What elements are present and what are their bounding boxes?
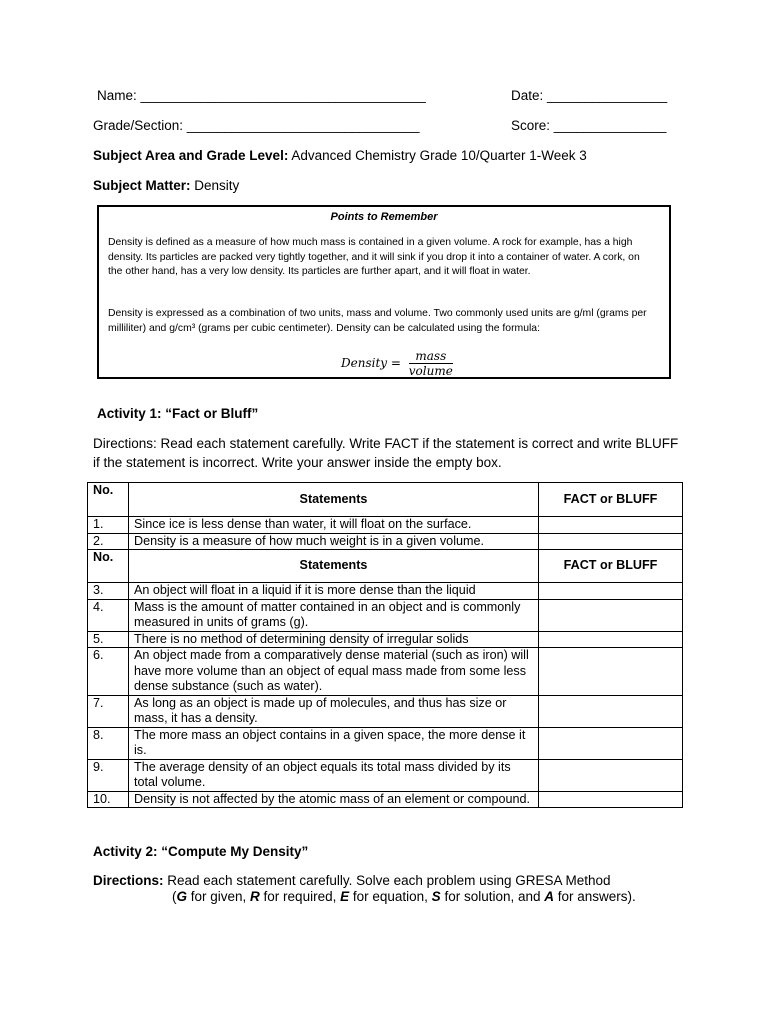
formula-fraction — [409, 349, 453, 378]
fact-or-bluff-table — [87, 482, 683, 808]
row-statement: An object made from a comparatively dense material (such as iron) will have more volume than an object of equal mass made from some less dense substance (such as water). — [129, 648, 539, 696]
formula-numerator: mass — [409, 349, 453, 364]
answer-cell[interactable] — [539, 648, 683, 696]
header-statements: Statements — [129, 483, 539, 517]
row-statement: The average density of an object equals its total mass divided by its total volume. — [129, 759, 539, 791]
row-statement: The more mass an object contains in a given space, the more dense it is. — [129, 727, 539, 759]
name-field[interactable]: Name: ______________________________________ — [97, 88, 426, 103]
answer-cell[interactable] — [539, 533, 683, 550]
answer-cell[interactable] — [539, 599, 683, 631]
points-paragraph-1: Density is defined as a measure of how much mass is contained in a given volume. A rock for example, has a high density. Its particles are packed very tightly together, and it will sink if you drop it into a container of water. A cork, on the other hand, has a very low density. Its particles are further apart, and it will float in water. — [108, 237, 640, 277]
table-row — [88, 791, 683, 808]
gresa-g-text: for given, — [187, 889, 251, 904]
grade-section-field[interactable]: Grade/Section: _______________________________ — [93, 118, 420, 133]
row-number: 5. — [88, 631, 129, 648]
points-to-remember-box — [97, 205, 671, 379]
gresa-a-text: for answers). — [554, 889, 636, 904]
table-row — [88, 631, 683, 648]
gresa-r: R — [250, 889, 260, 904]
gresa-e-text: for equation, — [349, 889, 432, 904]
answer-cell[interactable] — [539, 759, 683, 791]
row-number: 8. — [88, 727, 129, 759]
row-number: 1. — [88, 517, 129, 534]
gresa-open-paren: ( — [172, 889, 177, 904]
table-row — [88, 599, 683, 631]
table-header-row — [88, 483, 683, 517]
table-row — [88, 583, 683, 600]
activity2-directions-label: Directions: — [93, 873, 164, 888]
table-row — [88, 759, 683, 791]
points-paragraph-2: Density is expressed as a combination of two units, mass and volume. Two commonly used units are g/ml (grams per milliliter) and g/cm³ (grams per cubic centimeter). Density can be calculated using the formula: — [108, 308, 647, 334]
formula-equals: = — [390, 356, 401, 370]
gresa-e: E — [340, 889, 350, 904]
table-header-row — [88, 550, 683, 583]
subject-area — [93, 148, 587, 163]
row-number: 9. — [88, 759, 129, 791]
subject-matter-label: Subject Matter: — [93, 178, 191, 193]
gresa-legend — [172, 889, 636, 904]
row-number: 7. — [88, 695, 129, 727]
header-fact-or-bluff: FACT or BLUFF — [539, 483, 683, 517]
row-number: 2. — [88, 533, 129, 550]
gresa-r-text: for required, — [259, 889, 341, 904]
table-row — [88, 517, 683, 534]
answer-cell[interactable] — [539, 695, 683, 727]
row-number: 10. — [88, 791, 129, 808]
header-no: No. — [88, 483, 129, 517]
row-statement: As long as an object is made up of molecules, and thus has size or mass, it has a density. — [129, 695, 539, 727]
gresa-s: S — [431, 889, 441, 904]
row-statement: Since ice is less dense than water, it will float on the surface. — [129, 517, 539, 534]
row-statement: An object will float in a liquid if it is more dense than the liquid — [129, 583, 539, 600]
answer-cell[interactable] — [539, 517, 683, 534]
formula-denominator: volume — [408, 364, 453, 378]
subject-area-value: Advanced Chemistry Grade 10/Quarter 1-Week 3 — [288, 148, 587, 163]
gresa-s-text: for solution, and — [440, 889, 545, 904]
answer-cell[interactable] — [539, 727, 683, 759]
table-row — [88, 727, 683, 759]
answer-cell[interactable] — [539, 791, 683, 808]
gresa-g: G — [176, 889, 188, 904]
activity2-directions-text: Read each statement carefully. Solve each problem using GRESA Method — [163, 873, 611, 888]
subject-matter-value: Density — [190, 178, 240, 193]
formula-lhs: Density — [341, 356, 388, 370]
answer-cell[interactable] — [539, 583, 683, 600]
row-statement: Density is not affected by the atomic mass of an element or compound. — [129, 791, 539, 808]
answer-cell[interactable] — [539, 631, 683, 648]
activity1-title: Activity 1: “Fact or Bluff” — [97, 406, 259, 421]
score-field[interactable]: Score: _______________ — [511, 118, 667, 133]
header-no: No. — [88, 550, 129, 583]
activity2-title: Activity 2: “Compute My Density” — [93, 844, 309, 859]
row-statement: Density is a measure of how much weight is in a given volume. — [129, 533, 539, 550]
table-row — [88, 533, 683, 550]
subject-area-label: Subject Area and Grade Level: — [93, 148, 289, 163]
header-fact-or-bluff: FACT or BLUFF — [539, 550, 683, 583]
row-statement: There is no method of determining density of irregular solids — [129, 631, 539, 648]
row-number: 4. — [88, 599, 129, 631]
activity1-directions: Directions: Read each statement carefully. Write FACT if the statement is correct and write BLUFF if the statement is incorrect. Write your answer inside the empty box. — [93, 436, 679, 470]
subject-matter — [93, 178, 239, 193]
row-number: 6. — [88, 648, 129, 696]
row-statement: Mass is the amount of matter contained in an object and is commonly measured in units of grams (g). — [129, 599, 539, 631]
header-statements: Statements — [129, 550, 539, 583]
row-number: 3. — [88, 583, 129, 600]
activity2-directions — [93, 873, 611, 888]
points-title: Points to Remember — [330, 211, 438, 223]
date-field[interactable]: Date: ________________ — [511, 88, 668, 103]
table-row — [88, 695, 683, 727]
density-formula — [341, 349, 453, 378]
gresa-a: A — [544, 889, 555, 904]
table-row — [88, 648, 683, 696]
